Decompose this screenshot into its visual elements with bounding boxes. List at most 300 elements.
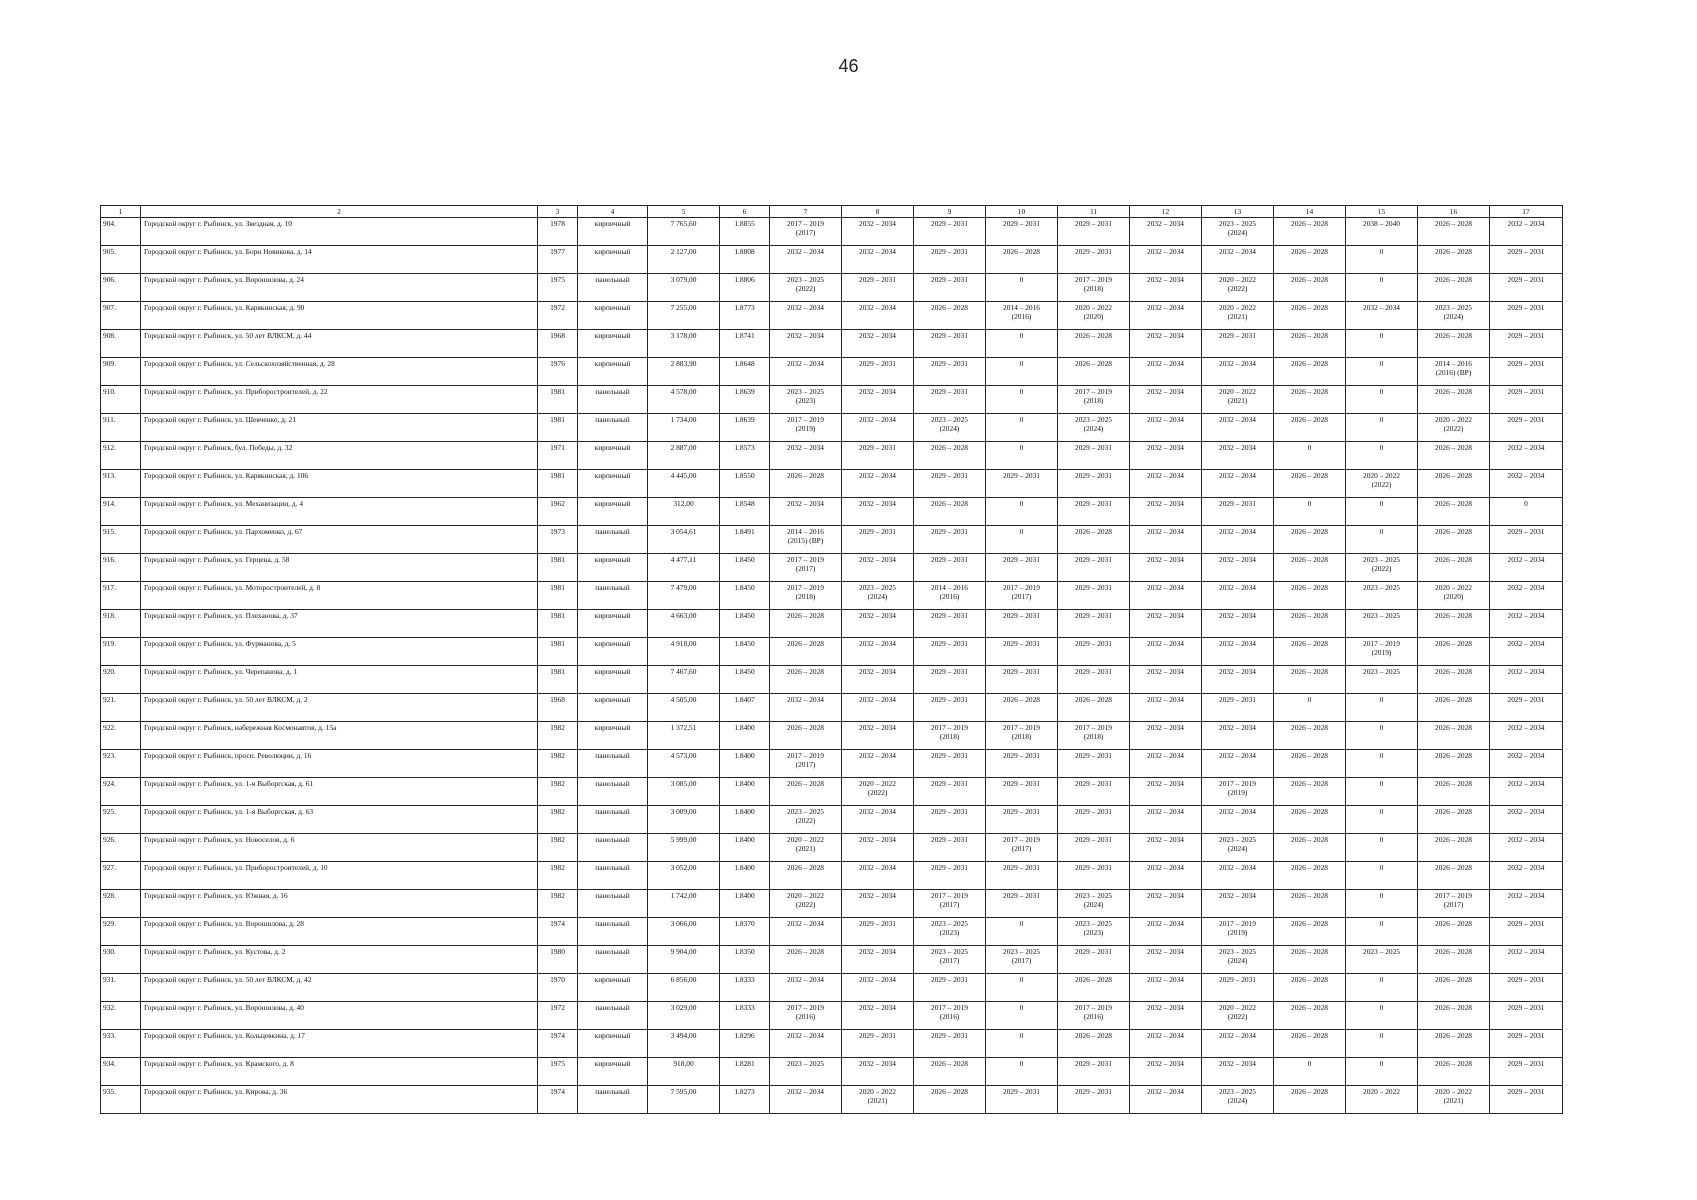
period-cell-col-13: 2032 – 2034	[1202, 246, 1274, 274]
period-cell-col-13: 2032 – 2034	[1202, 358, 1274, 386]
period-cell-col-11: 2023 – 2025 (2024)	[1058, 414, 1130, 442]
period-cell-col-12: 2032 – 2034	[1130, 526, 1202, 554]
row-number-cell: 921.	[101, 694, 141, 722]
period-cell-col-15: 0	[1346, 750, 1418, 778]
index-cell: 1.8573	[720, 442, 770, 470]
wall-material-cell: кирпичный	[578, 1030, 648, 1058]
register-table-container	[100, 205, 1557, 1114]
period-cell-col-16: 2026 – 2028	[1418, 274, 1490, 302]
period-cell-col-15: 0	[1346, 442, 1418, 470]
period-cell-col-8: 2032 – 2034	[842, 610, 914, 638]
period-cell-col-10: 2029 – 2031	[986, 470, 1058, 498]
period-cell-col-13: 2023 – 2025 (2024)	[1202, 218, 1274, 246]
area-cell: 1 372,51	[648, 722, 720, 750]
period-cell-col-15: 0	[1346, 974, 1418, 1002]
period-cell-col-11: 2020 – 2022 (2020)	[1058, 302, 1130, 330]
period-cell-col-8: 2032 – 2034	[842, 498, 914, 526]
index-cell: 1.8741	[720, 330, 770, 358]
row-number-cell: 904.	[101, 218, 141, 246]
period-cell-col-17: 2032 – 2034	[1490, 610, 1563, 638]
period-cell-col-13: 2032 – 2034	[1202, 582, 1274, 610]
row-number-cell: 909.	[101, 358, 141, 386]
period-cell-col-13: 2032 – 2034	[1202, 722, 1274, 750]
period-cell-col-12: 2032 – 2034	[1130, 778, 1202, 806]
period-cell-col-17: 2032 – 2034	[1490, 554, 1563, 582]
period-cell-col-14: 2026 – 2028	[1274, 1086, 1346, 1114]
column-number-8: 8	[842, 206, 914, 218]
period-cell-col-14: 2026 – 2028	[1274, 638, 1346, 666]
wall-material-cell: кирпичный	[578, 610, 648, 638]
period-cell-col-10: 2029 – 2031	[986, 1086, 1058, 1114]
wall-material-cell: кирпичный	[578, 974, 648, 1002]
period-cell-col-10: 2026 – 2028	[986, 694, 1058, 722]
period-cell-col-15: 0	[1346, 890, 1418, 918]
period-cell-col-9: 2029 – 2031	[914, 358, 986, 386]
period-cell-col-12: 2032 – 2034	[1130, 414, 1202, 442]
area-cell: 3 085,00	[648, 778, 720, 806]
year-built-cell: 1974	[538, 1086, 578, 1114]
period-cell-col-11: 2023 – 2025 (2023)	[1058, 918, 1130, 946]
period-cell-col-16: 2026 – 2028	[1418, 1058, 1490, 1086]
table-row	[101, 414, 1563, 442]
period-cell-col-9: 2014 – 2016 (2016)	[914, 582, 986, 610]
period-cell-col-11: 2029 – 2031	[1058, 1058, 1130, 1086]
period-cell-col-15: 0	[1346, 722, 1418, 750]
index-cell: 1.8400	[720, 834, 770, 862]
address-cell: Городской округ г. Рыбинск, ул. Кольцевкина, д. 17	[141, 1030, 538, 1058]
index-cell: 1.8773	[720, 302, 770, 330]
period-cell-col-10: 2017 – 2019 (2017)	[986, 834, 1058, 862]
period-cell-col-14: 2026 – 2028	[1274, 554, 1346, 582]
table-row	[101, 722, 1563, 750]
address-cell: Городской округ г. Рыбинск, ул. Ворошилова, д. 24	[141, 274, 538, 302]
period-cell-col-17: 2032 – 2034	[1490, 806, 1563, 834]
period-cell-col-17: 2029 – 2031	[1490, 1058, 1563, 1086]
period-cell-col-10: 0	[986, 414, 1058, 442]
year-built-cell: 1981	[538, 554, 578, 582]
period-cell-col-7: 2032 – 2034	[770, 694, 842, 722]
period-cell-col-8: 2020 – 2022 (2022)	[842, 778, 914, 806]
table-row	[101, 1058, 1563, 1086]
period-cell-col-12: 2032 – 2034	[1130, 1086, 1202, 1114]
period-cell-col-10: 0	[986, 974, 1058, 1002]
index-cell: 1.8370	[720, 918, 770, 946]
wall-material-cell: кирпичный	[578, 554, 648, 582]
period-cell-col-8: 2032 – 2034	[842, 1002, 914, 1030]
column-number-7: 7	[770, 206, 842, 218]
period-cell-col-8: 2032 – 2034	[842, 638, 914, 666]
period-cell-col-15: 2023 – 2025	[1346, 946, 1418, 974]
year-built-cell: 1977	[538, 246, 578, 274]
period-cell-col-9: 2017 – 2019 (2016)	[914, 1002, 986, 1030]
table-row	[101, 526, 1563, 554]
period-cell-col-13: 2020 – 2022 (2021)	[1202, 302, 1274, 330]
period-cell-col-15: 0	[1346, 918, 1418, 946]
wall-material-cell: панельный	[578, 890, 648, 918]
period-cell-col-9: 2026 – 2028	[914, 442, 986, 470]
area-cell: 4 578,00	[648, 386, 720, 414]
period-cell-col-14: 2026 – 2028	[1274, 610, 1346, 638]
period-cell-col-15: 2038 – 2040	[1346, 218, 1418, 246]
year-built-cell: 1982	[538, 750, 578, 778]
table-row	[101, 946, 1563, 974]
address-cell: Городской округ г. Рыбинск, бул. Победы, д. 32	[141, 442, 538, 470]
address-cell: Городской округ г. Рыбинск, ул. 50 лет ВЛКСМ, д. 44	[141, 330, 538, 358]
year-built-cell: 1981	[538, 638, 578, 666]
year-built-cell: 1975	[538, 274, 578, 302]
period-cell-col-12: 2032 – 2034	[1130, 274, 1202, 302]
period-cell-col-15: 0	[1346, 414, 1418, 442]
period-cell-col-16: 2026 – 2028	[1418, 386, 1490, 414]
period-cell-col-16: 2026 – 2028	[1418, 666, 1490, 694]
period-cell-col-8: 2032 – 2034	[842, 890, 914, 918]
period-cell-col-7: 2017 – 2019 (2017)	[770, 750, 842, 778]
address-cell: Городской округ г. Рыбинск, ул. Карякинская, д. 90	[141, 302, 538, 330]
period-cell-col-8: 2032 – 2034	[842, 722, 914, 750]
period-cell-col-10: 2026 – 2028	[986, 246, 1058, 274]
column-number-2: 2	[141, 206, 538, 218]
period-cell-col-9: 2023 – 2025 (2024)	[914, 414, 986, 442]
period-cell-col-16: 2026 – 2028	[1418, 778, 1490, 806]
period-cell-col-12: 2032 – 2034	[1130, 1002, 1202, 1030]
period-cell-col-12: 2032 – 2034	[1130, 806, 1202, 834]
period-cell-col-13: 2029 – 2031	[1202, 974, 1274, 1002]
address-cell: Городской округ г. Рыбинск, ул. Механизации, д. 4	[141, 498, 538, 526]
area-cell: 4 663,00	[648, 610, 720, 638]
period-cell-col-17: 2032 – 2034	[1490, 750, 1563, 778]
column-number-12: 12	[1130, 206, 1202, 218]
row-number-cell: 919.	[101, 638, 141, 666]
period-cell-col-13: 2029 – 2031	[1202, 498, 1274, 526]
period-cell-col-13: 2032 – 2034	[1202, 806, 1274, 834]
period-cell-col-12: 2032 – 2034	[1130, 470, 1202, 498]
period-cell-col-17: 2029 – 2031	[1490, 386, 1563, 414]
address-cell: Городской округ г. Рыбинск, ул. Ворошилова, д. 28	[141, 918, 538, 946]
wall-material-cell: кирпичный	[578, 246, 648, 274]
table-row	[101, 974, 1563, 1002]
period-cell-col-14: 2026 – 2028	[1274, 750, 1346, 778]
period-cell-col-10: 2029 – 2031	[986, 638, 1058, 666]
index-cell: 1.8400	[720, 778, 770, 806]
period-cell-col-16: 2026 – 2028	[1418, 1030, 1490, 1058]
period-cell-col-12: 2032 – 2034	[1130, 638, 1202, 666]
year-built-cell: 1971	[538, 442, 578, 470]
index-cell: 1.8450	[720, 554, 770, 582]
address-cell: Городской округ г. Рыбинск, ул. Ворошилова, д. 40	[141, 1002, 538, 1030]
period-cell-col-9: 2029 – 2031	[914, 274, 986, 302]
period-cell-col-8: 2029 – 2031	[842, 442, 914, 470]
period-cell-col-15: 0	[1346, 498, 1418, 526]
row-number-cell: 928.	[101, 890, 141, 918]
area-cell: 3 029,00	[648, 1002, 720, 1030]
address-cell: Городской округ г. Рыбинск, ул. Сельскохозяйственная, д. 28	[141, 358, 538, 386]
area-cell: 3 066,00	[648, 918, 720, 946]
wall-material-cell: панельный	[578, 918, 648, 946]
period-cell-col-14: 2026 – 2028	[1274, 218, 1346, 246]
period-cell-col-7: 2032 – 2034	[770, 246, 842, 274]
index-cell: 1.8450	[720, 610, 770, 638]
period-cell-col-14: 2026 – 2028	[1274, 918, 1346, 946]
year-built-cell: 1974	[538, 1030, 578, 1058]
period-cell-col-10: 0	[986, 498, 1058, 526]
period-cell-col-16: 2026 – 2028	[1418, 918, 1490, 946]
address-cell: Городской округ г. Рыбинск, ул. Черепанова, д. 1	[141, 666, 538, 694]
index-cell: 1.8273	[720, 1086, 770, 1114]
year-built-cell: 1968	[538, 330, 578, 358]
table-row	[101, 1030, 1563, 1058]
period-cell-col-15: 2020 – 2022	[1346, 1086, 1418, 1114]
period-cell-col-12: 2032 – 2034	[1130, 862, 1202, 890]
period-cell-col-13: 2032 – 2034	[1202, 526, 1274, 554]
row-number-cell: 918.	[101, 610, 141, 638]
period-cell-col-16: 2026 – 2028	[1418, 442, 1490, 470]
period-cell-col-9: 2029 – 2031	[914, 554, 986, 582]
period-cell-col-9: 2029 – 2031	[914, 806, 986, 834]
period-cell-col-13: 2032 – 2034	[1202, 862, 1274, 890]
address-cell: Городской округ г. Рыбинск, ул. Фурманова, д. 5	[141, 638, 538, 666]
table-row	[101, 582, 1563, 610]
period-cell-col-7: 2017 – 2019 (2018)	[770, 582, 842, 610]
period-cell-col-11: 2029 – 2031	[1058, 806, 1130, 834]
period-cell-col-10: 2023 – 2025 (2017)	[986, 946, 1058, 974]
period-cell-col-12: 2032 – 2034	[1130, 442, 1202, 470]
area-cell: 7 765,60	[648, 218, 720, 246]
period-cell-col-8: 2029 – 2031	[842, 526, 914, 554]
wall-material-cell: панельный	[578, 386, 648, 414]
period-cell-col-17: 2032 – 2034	[1490, 666, 1563, 694]
row-number-cell: 916.	[101, 554, 141, 582]
column-number-9: 9	[914, 206, 986, 218]
column-number-4: 4	[578, 206, 648, 218]
column-number-15: 15	[1346, 206, 1418, 218]
period-cell-col-13: 2032 – 2034	[1202, 442, 1274, 470]
period-cell-col-15: 2017 – 2019 (2019)	[1346, 638, 1418, 666]
period-cell-col-15: 0	[1346, 806, 1418, 834]
row-number-cell: 932.	[101, 1002, 141, 1030]
period-cell-col-14: 2026 – 2028	[1274, 862, 1346, 890]
period-cell-col-14: 2026 – 2028	[1274, 470, 1346, 498]
period-cell-col-9: 2026 – 2028	[914, 1058, 986, 1086]
period-cell-col-7: 2017 – 2019 (2017)	[770, 554, 842, 582]
row-number-cell: 929.	[101, 918, 141, 946]
year-built-cell: 1980	[538, 946, 578, 974]
year-built-cell: 1970	[538, 974, 578, 1002]
period-cell-col-11: 2029 – 2031	[1058, 862, 1130, 890]
period-cell-col-10: 0	[986, 330, 1058, 358]
address-cell: Городской округ г. Рыбинск, ул. Приборостроителей, д. 10	[141, 862, 538, 890]
period-cell-col-17: 2029 – 2031	[1490, 918, 1563, 946]
year-built-cell: 1982	[538, 890, 578, 918]
period-cell-col-17: 2032 – 2034	[1490, 890, 1563, 918]
address-cell: Городской округ г. Рыбинск, ул. Пархоменко, д. 67	[141, 526, 538, 554]
table-row	[101, 358, 1563, 386]
period-cell-col-17: 2032 – 2034	[1490, 470, 1563, 498]
area-cell: 3 052,00	[648, 862, 720, 890]
table-row	[101, 246, 1563, 274]
period-cell-col-16: 2026 – 2028	[1418, 246, 1490, 274]
row-number-cell: 907.	[101, 302, 141, 330]
period-cell-col-15: 0	[1346, 834, 1418, 862]
period-cell-col-8: 2029 – 2031	[842, 1030, 914, 1058]
period-cell-col-14: 2026 – 2028	[1274, 302, 1346, 330]
period-cell-col-10: 2029 – 2031	[986, 778, 1058, 806]
period-cell-col-11: 2029 – 2031	[1058, 750, 1130, 778]
period-cell-col-13: 2032 – 2034	[1202, 750, 1274, 778]
period-cell-col-14: 2026 – 2028	[1274, 246, 1346, 274]
period-cell-col-10: 2029 – 2031	[986, 554, 1058, 582]
period-cell-col-14: 2026 – 2028	[1274, 722, 1346, 750]
index-cell: 1.8491	[720, 526, 770, 554]
period-cell-col-9: 2029 – 2031	[914, 386, 986, 414]
column-number-3: 3	[538, 206, 578, 218]
period-cell-col-11: 2029 – 2031	[1058, 638, 1130, 666]
period-cell-col-17: 2032 – 2034	[1490, 722, 1563, 750]
row-number-cell: 912.	[101, 442, 141, 470]
period-cell-col-9: 2029 – 2031	[914, 778, 986, 806]
period-cell-col-11: 2026 – 2028	[1058, 330, 1130, 358]
area-cell: 1 734,00	[648, 414, 720, 442]
address-cell: Городской округ г. Рыбинск, ул. Моторостроителей, д. 8	[141, 582, 538, 610]
column-number-17: 17	[1490, 206, 1563, 218]
index-cell: 1.8407	[720, 694, 770, 722]
period-cell-col-10: 2029 – 2031	[986, 890, 1058, 918]
index-cell: 1.8450	[720, 638, 770, 666]
area-cell: 312,00	[648, 498, 720, 526]
index-cell: 1.8400	[720, 862, 770, 890]
row-number-cell: 911.	[101, 414, 141, 442]
period-cell-col-10: 0	[986, 442, 1058, 470]
wall-material-cell: кирпичный	[578, 442, 648, 470]
area-cell: 6 856,00	[648, 974, 720, 1002]
address-cell: Городской округ г. Рыбинск, ул. Новоселов, д. 6	[141, 834, 538, 862]
index-cell: 1.8333	[720, 974, 770, 1002]
period-cell-col-14: 2026 – 2028	[1274, 358, 1346, 386]
table-row	[101, 750, 1563, 778]
period-cell-col-12: 2032 – 2034	[1130, 946, 1202, 974]
wall-material-cell: кирпичный	[578, 694, 648, 722]
period-cell-col-16: 2026 – 2028	[1418, 1002, 1490, 1030]
period-cell-col-14: 2026 – 2028	[1274, 1030, 1346, 1058]
period-cell-col-15: 2020 – 2022 (2022)	[1346, 470, 1418, 498]
wall-material-cell: панельный	[578, 778, 648, 806]
address-cell: Городской округ г. Рыбинск, ул. 50 лет ВЛКСМ, д. 42	[141, 974, 538, 1002]
row-number-cell: 930.	[101, 946, 141, 974]
period-cell-col-17: 2029 – 2031	[1490, 1030, 1563, 1058]
period-cell-col-16: 2026 – 2028	[1418, 330, 1490, 358]
period-cell-col-17: 2032 – 2034	[1490, 946, 1563, 974]
period-cell-col-13: 2032 – 2034	[1202, 890, 1274, 918]
period-cell-col-9: 2023 – 2025 (2023)	[914, 918, 986, 946]
wall-material-cell: кирпичный	[578, 638, 648, 666]
column-number-11: 11	[1058, 206, 1130, 218]
year-built-cell: 1972	[538, 1002, 578, 1030]
period-cell-col-10: 2029 – 2031	[986, 218, 1058, 246]
address-cell: Городской округ г. Рыбинск, ул. Крамского, д. 8	[141, 1058, 538, 1086]
period-cell-col-8: 2032 – 2034	[842, 1058, 914, 1086]
wall-material-cell: панельный	[578, 834, 648, 862]
wall-material-cell: кирпичный	[578, 666, 648, 694]
index-cell: 1.8400	[720, 806, 770, 834]
period-cell-col-15: 0	[1346, 694, 1418, 722]
period-cell-col-9: 2029 – 2031	[914, 470, 986, 498]
wall-material-cell: панельный	[578, 414, 648, 442]
period-cell-col-16: 2026 – 2028	[1418, 526, 1490, 554]
period-cell-col-8: 2032 – 2034	[842, 694, 914, 722]
period-cell-col-10: 2029 – 2031	[986, 806, 1058, 834]
period-cell-col-11: 2029 – 2031	[1058, 498, 1130, 526]
period-cell-col-11: 2029 – 2031	[1058, 218, 1130, 246]
area-cell: 2 887,00	[648, 442, 720, 470]
period-cell-col-11: 2029 – 2031	[1058, 778, 1130, 806]
period-cell-col-13: 2032 – 2034	[1202, 666, 1274, 694]
period-cell-col-17: 2032 – 2034	[1490, 834, 1563, 862]
index-cell: 1.8550	[720, 470, 770, 498]
period-cell-col-14: 2026 – 2028	[1274, 834, 1346, 862]
period-cell-col-15: 0	[1346, 386, 1418, 414]
period-cell-col-11: 2026 – 2028	[1058, 358, 1130, 386]
period-cell-col-12: 2032 – 2034	[1130, 918, 1202, 946]
period-cell-col-8: 2032 – 2034	[842, 246, 914, 274]
year-built-cell: 1978	[538, 218, 578, 246]
period-cell-col-15: 0	[1346, 246, 1418, 274]
period-cell-col-11: 2023 – 2025 (2024)	[1058, 890, 1130, 918]
period-cell-col-10: 0	[986, 1002, 1058, 1030]
index-cell: 1.8400	[720, 750, 770, 778]
period-cell-col-9: 2026 – 2028	[914, 302, 986, 330]
row-number-cell: 923.	[101, 750, 141, 778]
area-cell: 3 494,00	[648, 1030, 720, 1058]
period-cell-col-10: 2029 – 2031	[986, 862, 1058, 890]
table-row	[101, 386, 1563, 414]
period-cell-col-7: 2026 – 2028	[770, 610, 842, 638]
table-row	[101, 890, 1563, 918]
period-cell-col-12: 2032 – 2034	[1130, 1058, 1202, 1086]
period-cell-col-15: 0	[1346, 778, 1418, 806]
period-cell-col-11: 2026 – 2028	[1058, 974, 1130, 1002]
period-cell-col-15: 0	[1346, 1002, 1418, 1030]
period-cell-col-10: 2029 – 2031	[986, 750, 1058, 778]
table-row	[101, 302, 1563, 330]
period-cell-col-14: 2026 – 2028	[1274, 666, 1346, 694]
table-row	[101, 610, 1563, 638]
index-cell: 1.8808	[720, 246, 770, 274]
area-cell: 4 445,00	[648, 470, 720, 498]
row-number-cell: 935.	[101, 1086, 141, 1114]
period-cell-col-13: 2017 – 2019 (2019)	[1202, 778, 1274, 806]
period-cell-col-11: 2026 – 2028	[1058, 1030, 1130, 1058]
period-cell-col-12: 2032 – 2034	[1130, 386, 1202, 414]
period-cell-col-11: 2017 – 2019 (2018)	[1058, 274, 1130, 302]
period-cell-col-7: 2032 – 2034	[770, 498, 842, 526]
table-row	[101, 778, 1563, 806]
period-cell-col-7: 2032 – 2034	[770, 918, 842, 946]
period-cell-col-7: 2020 – 2022 (2021)	[770, 834, 842, 862]
index-cell: 1.8648	[720, 358, 770, 386]
period-cell-col-17: 0	[1490, 498, 1563, 526]
period-cell-col-11: 2029 – 2031	[1058, 1086, 1130, 1114]
period-cell-col-8: 2023 – 2025 (2024)	[842, 582, 914, 610]
table-row	[101, 918, 1563, 946]
period-cell-col-14: 2026 – 2028	[1274, 330, 1346, 358]
table-row	[101, 554, 1563, 582]
period-cell-col-12: 2032 – 2034	[1130, 218, 1202, 246]
period-cell-col-9: 2029 – 2031	[914, 246, 986, 274]
period-cell-col-8: 2032 – 2034	[842, 414, 914, 442]
area-cell: 7 255,00	[648, 302, 720, 330]
row-number-cell: 914.	[101, 498, 141, 526]
period-cell-col-17: 2032 – 2034	[1490, 218, 1563, 246]
index-cell: 1.8333	[720, 1002, 770, 1030]
